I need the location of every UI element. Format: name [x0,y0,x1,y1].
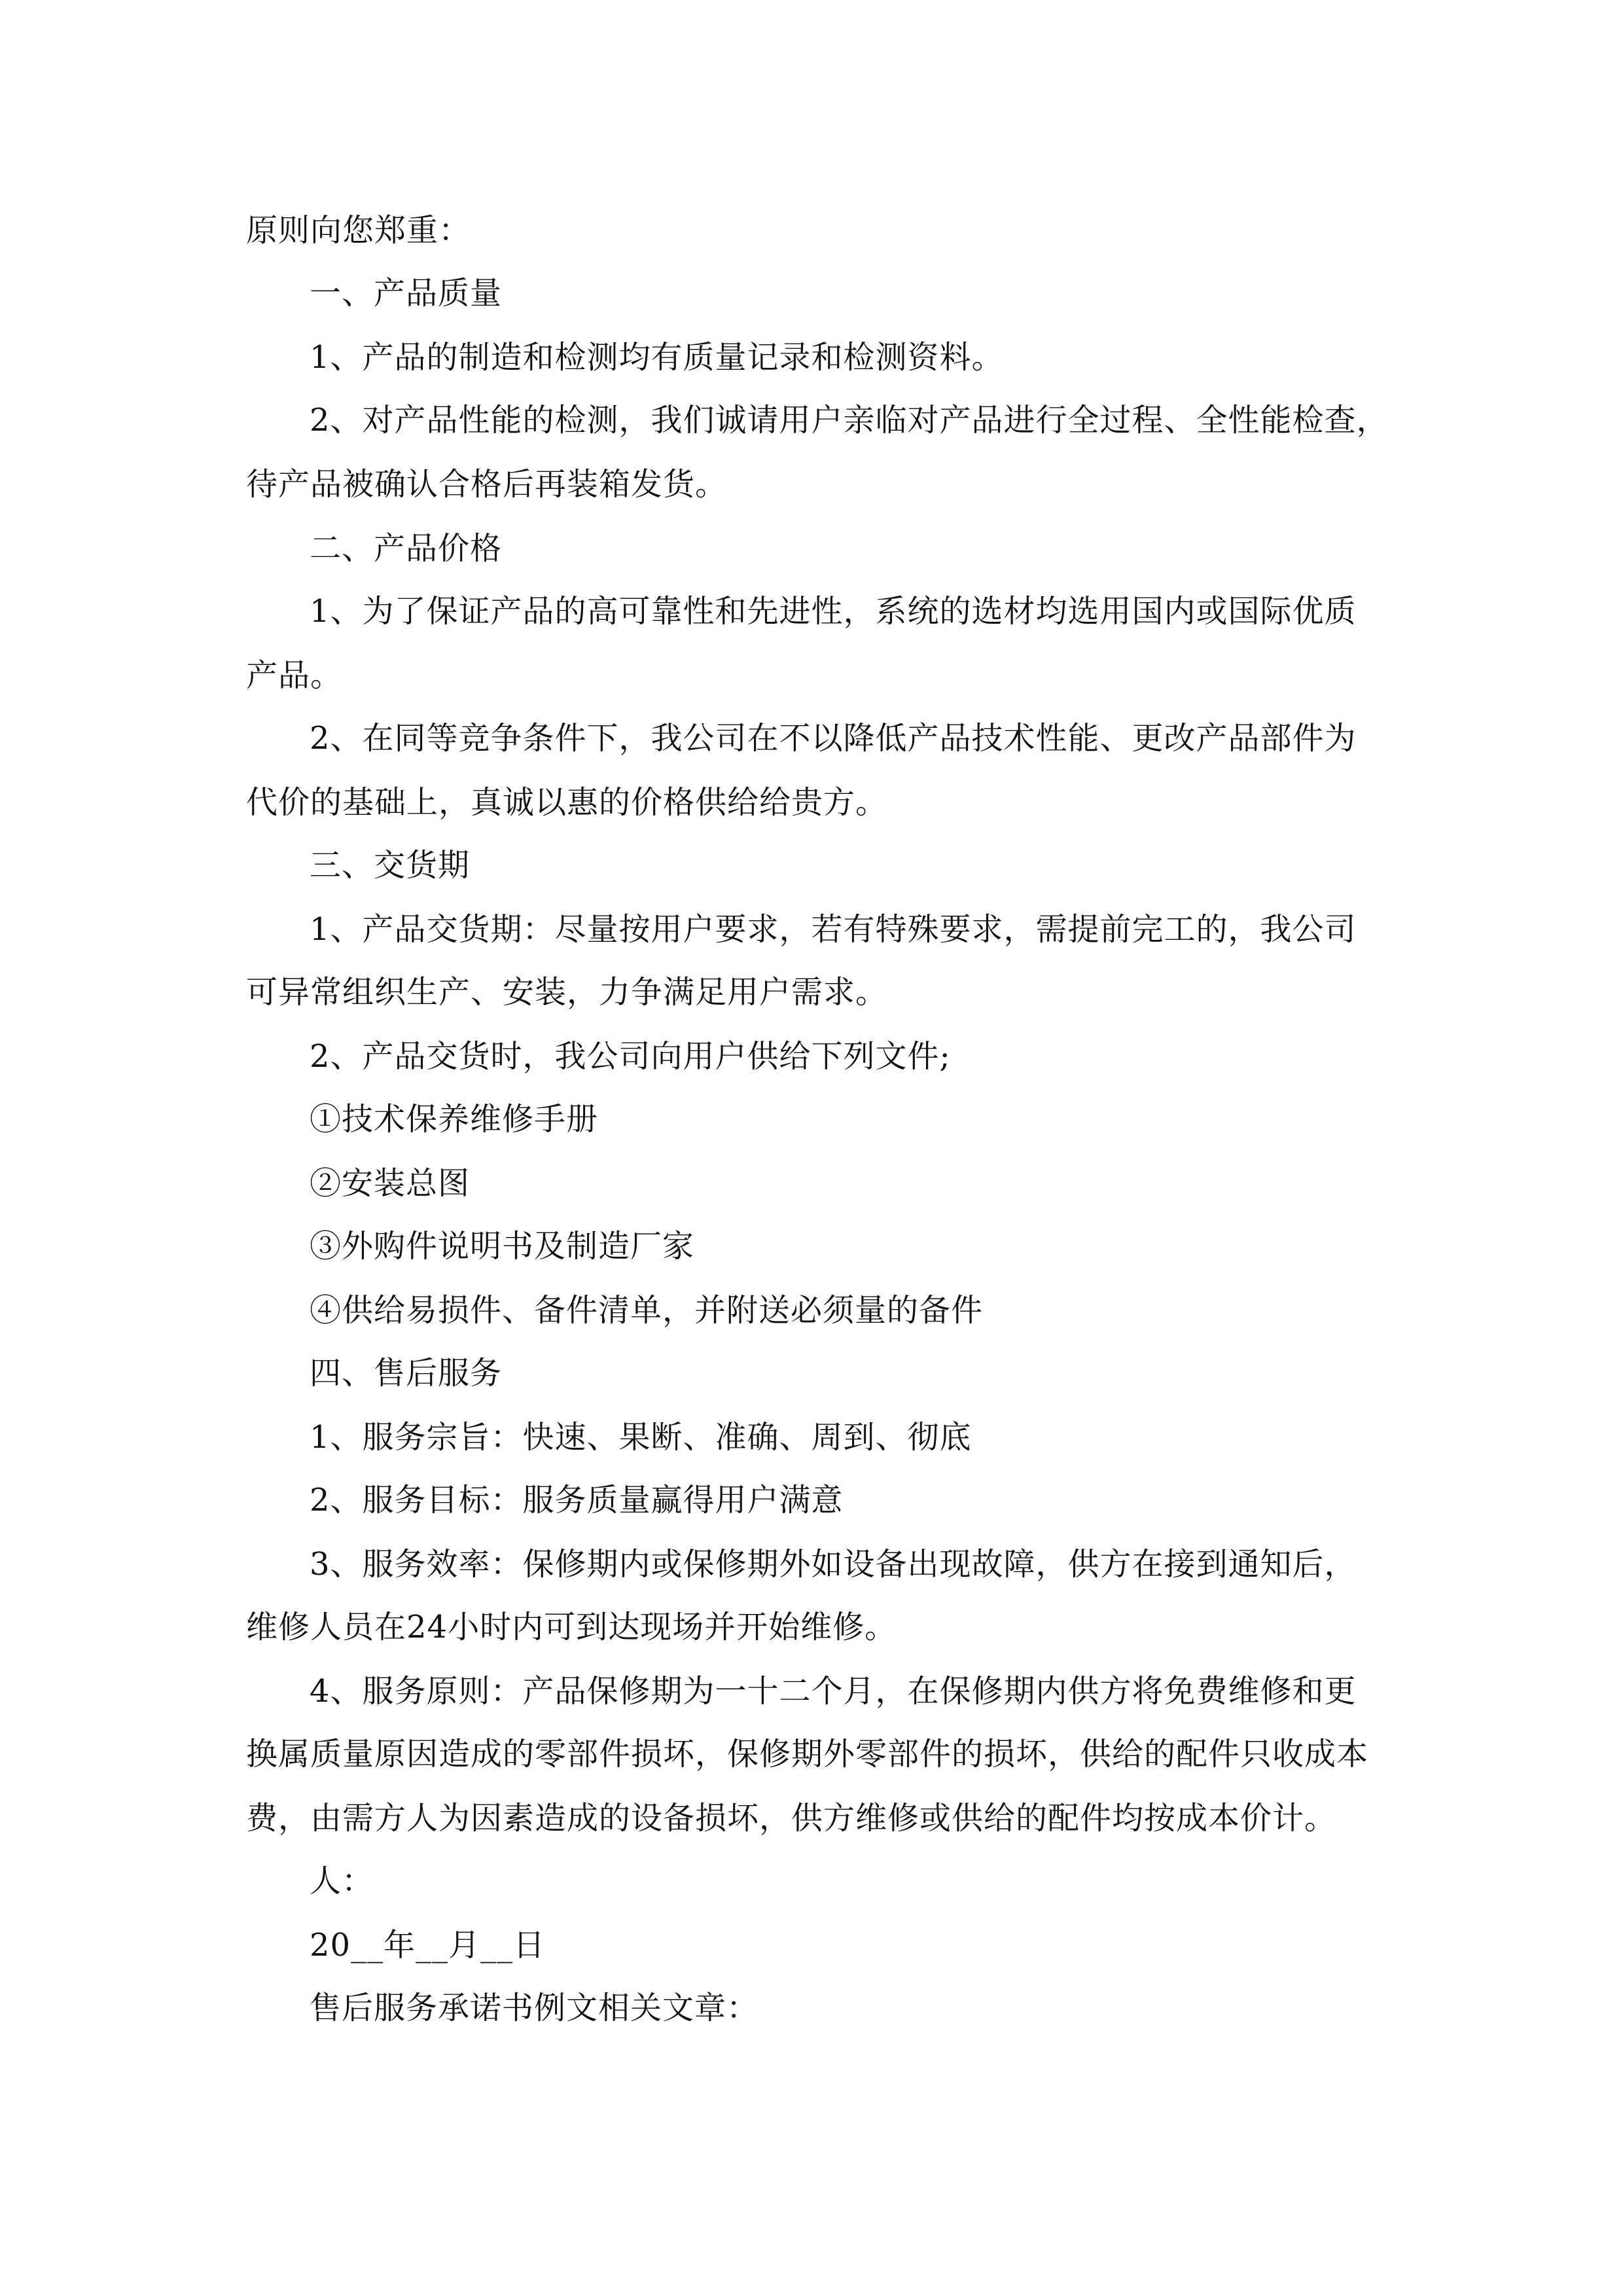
list-item: ①技术保养维修手册 [310,1101,599,1138]
text-line: 4、服务原则：产品保修期为一十二个月，在保修期内供方将免费维修和更 [310,1673,1357,1710]
text-line: 可异常组织生产、安装，力争满足用户需求。 [246,974,888,1011]
section-heading: 二、产品价格 [310,530,503,567]
text-line: 原则向您郑重： [246,212,471,249]
text-line: 3、服务效率：保修期内或保修期外如设备出现故障，供方在接到通知后， [310,1546,1357,1583]
text-line: 产品。 [246,657,343,694]
text-line: 1、为了保证产品的高可靠性和先进性，系统的选材均选用国内或国际优质 [310,593,1357,630]
text-line: 1、服务宗旨：快速、果断、准确、周到、彻底 [310,1419,972,1456]
text-line: 待产品被确认合格后再装箱发货。 [246,466,728,503]
text-line: 2、产品交货时，我公司向用户供给下列文件; [310,1038,951,1075]
text-line: 2、服务目标：服务质量赢得用户满意 [310,1482,844,1518]
section-heading: 三、交货期 [310,847,471,884]
text-line: 1、产品的制造和检测均有质量记录和检测资料。 [310,339,1004,376]
text-line: 2、在同等竞争条件下，我公司在不以降低产品技术性能、更改产品部件为 [310,720,1357,757]
text-line: 费，由需方人为因素造成的设备损坏，供方维修或供给的配件均按成本价计。 [246,1800,1337,1837]
text-line: 1、产品交货期：尽量按用户要求，若有特殊要求，需提前完工的，我公司 [310,911,1357,948]
signature-label: 人： [310,1863,374,1899]
related-articles-label: 售后服务承诺书例文相关文章： [310,1990,759,2026]
text-line: 代价的基础上，真诚以惠的价格供给给贵方。 [246,784,888,821]
section-heading: 一、产品质量 [310,275,503,312]
section-heading: 四、售后服务 [310,1355,503,1391]
date-line: 20__年__月__日 [310,1927,546,1964]
list-item: ②安装总图 [310,1165,471,1202]
text-line: 2、对产品性能的检测，我们诚请用户亲临对产品进行全过程、全性能检查， [310,402,1389,439]
text-line: 维修人员在24小时内可到达现场并开始维修。 [246,1609,897,1645]
list-item: ④供给易损件、备件清单，并附送必须量的备件 [310,1292,984,1329]
text-line: 换属质量原因造成的零部件损坏，保修期外零部件的损坏，供给的配件只收成本 [246,1736,1369,1772]
list-item: ③外购件说明书及制造厂家 [310,1228,695,1265]
